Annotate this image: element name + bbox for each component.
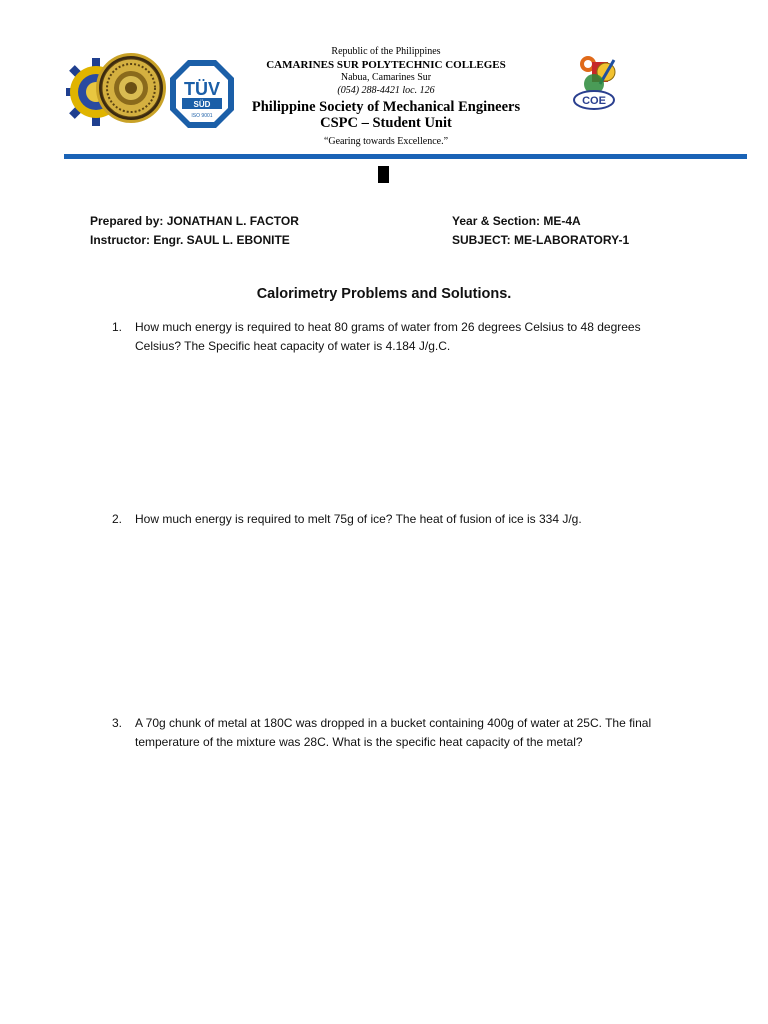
tuv-sud-logo-icon xyxy=(168,58,236,130)
sud-logo-text: SÜD xyxy=(193,100,211,109)
subject: SUBJECT: ME-LABORATORY-1 xyxy=(452,233,630,247)
republic-line: Republic of the Philippines xyxy=(331,46,441,57)
problem-text: How much energy is required to melt 75g of ice? The heat of fusion of ice is 334 J/g. xyxy=(135,512,582,526)
black-mark xyxy=(378,166,389,183)
info-right xyxy=(452,213,629,251)
problem-number: 1. xyxy=(112,320,123,334)
prepared-by: Prepared by: JONATHAN L. FACTOR xyxy=(90,214,299,228)
problem-text: A 70g chunk of metal at 180C was dropped in a bucket containing 400g of water at 25C. The final temperature of the mixture was 28C. What is the specific heat capacity of the metal? xyxy=(135,716,652,749)
motto: “Gearing towards Excellence.” xyxy=(323,136,449,147)
coe-logo-icon xyxy=(570,50,626,112)
college-name: CAMARINES SUR POLYTECHNIC COLLEGES xyxy=(266,59,506,71)
problem-item xyxy=(112,510,682,529)
info-left xyxy=(90,213,299,251)
tuv-logo-text: TÜV xyxy=(184,79,220,99)
society-unit: CSPC – Student Unit xyxy=(320,115,452,131)
problem-number: 3. xyxy=(112,716,123,730)
header-divider xyxy=(64,154,747,159)
problem-text: How much energy is required to heat 80 grams of water from 26 degrees Celsius to 48 degrees Celsius? The Specific heat capacity of water is 4.184 J/g.C. xyxy=(135,320,641,353)
header-block xyxy=(236,46,536,148)
college-seal-icon xyxy=(94,44,168,132)
iso-logo-text: ISO 9001 xyxy=(191,113,213,119)
year-section: Year & Section: ME-4A xyxy=(452,214,581,228)
society-name: Philippine Society of Mechanical Engineers xyxy=(251,99,521,115)
college-phone: (054) 288-4421 loc. 126 xyxy=(337,85,435,96)
document-title: Calorimetry Problems and Solutions. xyxy=(256,286,512,302)
problem-number: 2. xyxy=(112,512,123,526)
college-address: Nabua, Camarines Sur xyxy=(340,72,432,83)
coe-logo-text: COE xyxy=(582,95,606,107)
instructor: Instructor: Engr. SAUL L. EBONITE xyxy=(90,233,290,247)
problem-item xyxy=(112,714,682,752)
problem-item xyxy=(112,318,682,356)
